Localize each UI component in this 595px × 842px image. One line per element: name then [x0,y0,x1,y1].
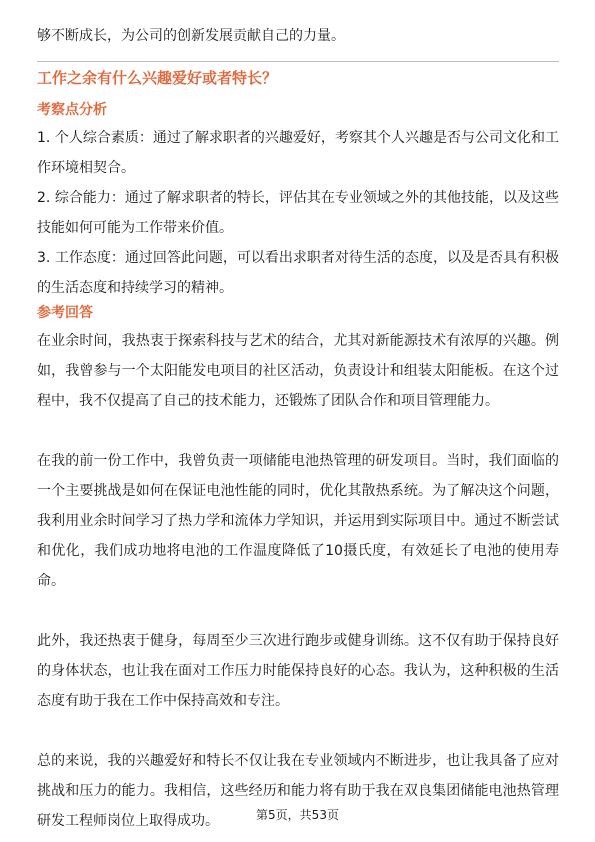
section-divider [37,61,559,62]
analysis-title: 考察点分析 [37,102,107,118]
answer-paragraph-3: 此外，我还热衷于健身，每周至少三次进行跑步或健身训练。这不仅有助于保持良好的身体状态，也让我在面对工作压力时能保持良好的心态。我认为，这种积极的生活态度有助于我在工作中保持高效和专注。 [37,633,559,709]
paragraph-gap [37,716,559,746]
answer-title: 参考回答 [37,305,93,321]
answer-paragraph-1: 在业余时间，我热衷于探索科技与艺术的结合，尤其对新能源技术有浓厚的兴趣。例如，我曾参与一个太阳能发电项目的社区活动，负责设计和组装太阳能板。在这个过程中，我不仅提高了自己的技术能力，还锻炼了团队合作和项目管理能力。 [37,333,559,409]
paragraph-gap [37,596,559,626]
analysis-item-2: 2. 综合能力：通过了解求职者的特长，评估其在专业领域之外的其他技能，以及这些技能如何可能为工作带来价值。 [37,190,559,236]
answer-paragraph-4: 总的来说，我的兴趣爱好和特长不仅让我在专业领域内不断进步，也让我具备了应对挑战和压力的能力。我相信，这些经历和能力将有助于我在双良集团储能电池热管理研发工程师岗位上取得成功。 [37,753,559,829]
intro-tail-text: 够不断成长，为公司的创新发展贡献自己的力量。 [37,28,345,44]
page-footer: 第5页，共53页 [256,808,339,822]
analysis-section [37,97,559,303]
question-heading: 工作之余有什么兴趣爱好或者特长？ [37,69,278,87]
paragraph-gap [37,416,559,446]
analysis-item-1: 1. 个人综合素质：通过了解求职者的兴趣爱好，考察其个人兴趣是否与公司文化和工作环境相契合。 [37,130,559,176]
analysis-item-3: 3. 工作态度：通过回答此问题，可以看出求职者对待生活的态度，以及是否具有积极的生活态度和持续学习的精神。 [37,250,559,296]
answer-paragraph-2: 在我的前一份工作中，我曾负责一项储能电池热管理的研发项目。当时，我们面临的一个主要挑战是如何在保证电池性能的同时，优化其散热系统。为了解决这个问题，我利用业余时间学习了热力学和流体力学知识，并运用到实际项目中。通过不断尝试和优化，我们成功地将电池的工作温度降低了10摄氏度，有效延长了电池的使用寿命。 [37,453,559,589]
answer-section [37,300,559,836]
